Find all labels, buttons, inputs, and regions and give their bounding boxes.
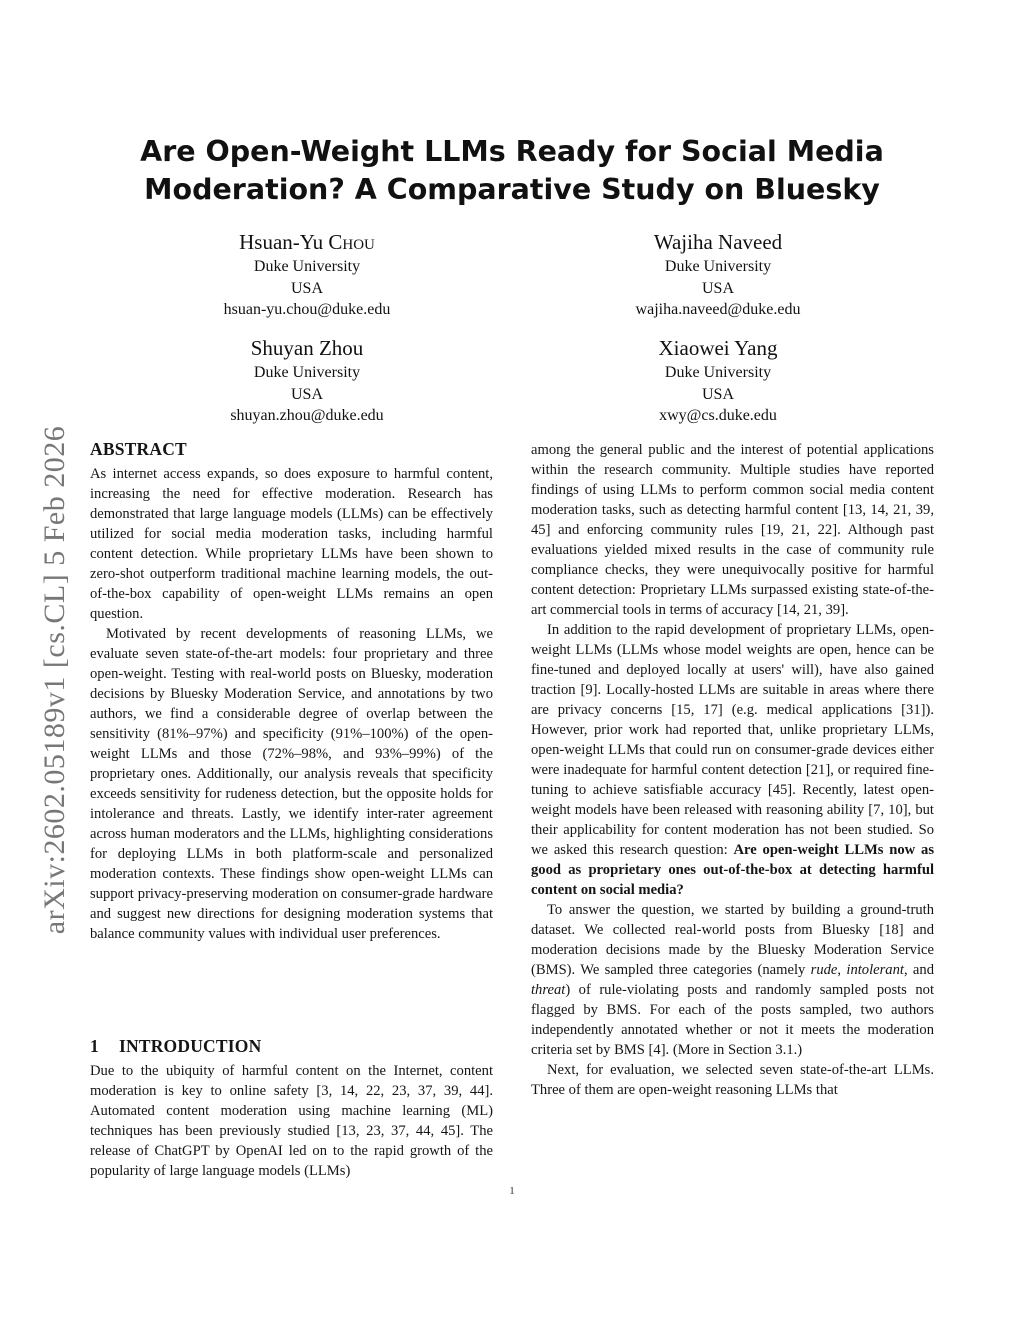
paper-title: Are Open-Weight LLMs Ready for Social Media Moderation? A Comparative Study on Bluesky: [140, 135, 884, 206]
category-threat: threat: [531, 982, 566, 998]
abstract-section: [90, 437, 493, 944]
research-question: Are open-weight LLMs now as good as proprietary ones out-of-the-box at detecting harmful content on social media?: [531, 842, 935, 898]
abstract-heading: ABSTRACT: [90, 439, 187, 459]
author-affiliation: Duke University: [253, 258, 361, 275]
author-name: Hsuan-Yu Chou: [239, 230, 375, 254]
abstract-paragraph: Motivated by recent developments of reasoning LLMs, we evaluate seven state-of-the-art models: four proprietary and three open-weight. Testing with real-world posts on Bluesky, moderation decisions by Bluesky Moderation Service, and annotations by two authors, we find a considerable degree of overlap between the sensitivity (81%–97%) and specificity (91%–100%) of the open-weight LLMs and those (72%–98%, and 93%–99%) of the proprietary ones. Additionally, our analysis reveals that specificity exceeds sensitivity for rudeness detection, but the opposite holds for intolerance and threats. Lastly, we identify inter-rater agreement across human moderators and the LLMs, highlighting considerations for deploying LLMs in both platform-scale and personalized moderation contexts. These findings show open-weight LLMs can support privacy-preserving moderation on consumer-grade hardware and suggest new directions for designing moderation systems that balance community values with individual user preferences.: [90, 626, 493, 942]
introduction-heading: [90, 1034, 493, 1058]
author-name: Shuyan Zhou: [250, 336, 364, 360]
author-email: wajiha.naveed@duke.edu: [635, 301, 801, 318]
section-title: INTRODUCTION: [119, 1036, 262, 1056]
category-rude: rude: [810, 962, 838, 978]
body-paragraph: In addition to the rapid development of proprietary LLMs, open-weight LLMs (LLMs whose model weights are open, hence can be fine-tuned and deployed locally at users' will), have also gained traction [9]. Locally-hosted LLMs are suitable in areas where there are privacy concerns [15, 17] (e.g. medical applications [31]). However, prior work had reported that, unlike proprietary LLMs, open-weight LLMs that could run on consumer-grade devices either were inadequate for harmful content detection [21], or required fine-tuning to achieve satisfiable accuracy [45]. Recently, latest open-weight models have been released with reasoning ability [7, 10], but their applicability for content moderation has not been studied. So we asked this research question: Are open-weight LLMs now as good as proprietary ones out-of-the-box at detecting harmful content on social media?: [531, 622, 935, 898]
author-block-2: [568, 229, 868, 321]
right-column: [531, 440, 934, 1100]
body-paragraph: among the general public and the interest of potential applications within the research community. Multiple studies have reported findings of using LLMs to perform common social media content moderation tasks, such as detecting harmful content [13, 14, 21, 39, 45] and enforcing community rules [19, 21, 22]. Although past evaluations yielded mixed results in the case of community rule compliance checks, they were unequivocally positive for harmful content detection: Proprietary LLMs surpassed existing state-of-the-art commercial tools in terms of accuracy [14, 21, 39].: [531, 442, 934, 618]
author-email: xwy@cs.duke.edu: [659, 407, 777, 424]
author-block-1: [157, 229, 457, 321]
introduction-section: [90, 1034, 493, 1181]
body-paragraph: To answer the question, we started by building a ground-truth dataset. We collected real-world posts from Bluesky [18] and moderation decisions made by the Bluesky Moderation Service (BMS). We sampled three categories (namely rude, intolerant, and threat) of rule-violating posts and randomly sampled posts not flagged by BMS. For each of the posts sampled, two authors independently annotated whether or not it meets the moderation criteria set by BMS [4]. (More in Section 3.1.): [531, 902, 935, 1058]
author-name: Xiaowei Yang: [658, 336, 778, 360]
author-email: hsuan-yu.chou@duke.edu: [223, 301, 391, 318]
arxiv-sidebar: [33, 380, 77, 980]
category-intolerant: intolerant: [846, 962, 904, 978]
author-country: USA: [290, 279, 323, 297]
arxiv-identifier: arXiv:2602.05189v1 [cs.CL] 5 Feb 2026: [38, 425, 71, 935]
author-affiliation: Duke University: [664, 364, 772, 381]
section-number: 1: [90, 1036, 99, 1056]
author-email: shuyan.zhou@duke.edu: [230, 407, 384, 424]
author-affiliation: Duke University: [664, 258, 772, 275]
author-country: USA: [701, 385, 734, 403]
abstract-paragraph: As internet access expands, so does exposure to harmful content, increasing the need for effective moderation. Research has demonstrated that large language models (LLMs) can be effectively utilized for social media moderation tasks, including harmful content detection. While proprietary LLMs have been shown to zero-shot outperform traditional machine learning models, the out-of-the-box capability of open-weight LLMs remains an open question.: [90, 466, 493, 622]
author-block-3: [157, 335, 457, 427]
author-affiliation: Duke University: [253, 364, 361, 381]
page-number: 1: [509, 1185, 515, 1197]
author-country: USA: [290, 385, 323, 403]
author-name: Wajiha Naveed: [653, 230, 783, 254]
author-block-4: [568, 335, 868, 427]
body-paragraph: Next, for evaluation, we selected seven state-of-the-art LLMs. Three of them are open-weight reasoning LLMs that: [531, 1062, 934, 1098]
body-paragraph: Due to the ubiquity of harmful content on the Internet, content moderation is key to online safety [3, 14, 22, 23, 37, 39, 44]. Automated content moderation using machine learning (ML) techniques has been previously studied [13, 23, 37, 44, 45]. The release of ChatGPT by OpenAI led on to the rapid growth of the popularity of large language models (LLMs): [90, 1063, 493, 1179]
author-country: USA: [701, 279, 734, 297]
